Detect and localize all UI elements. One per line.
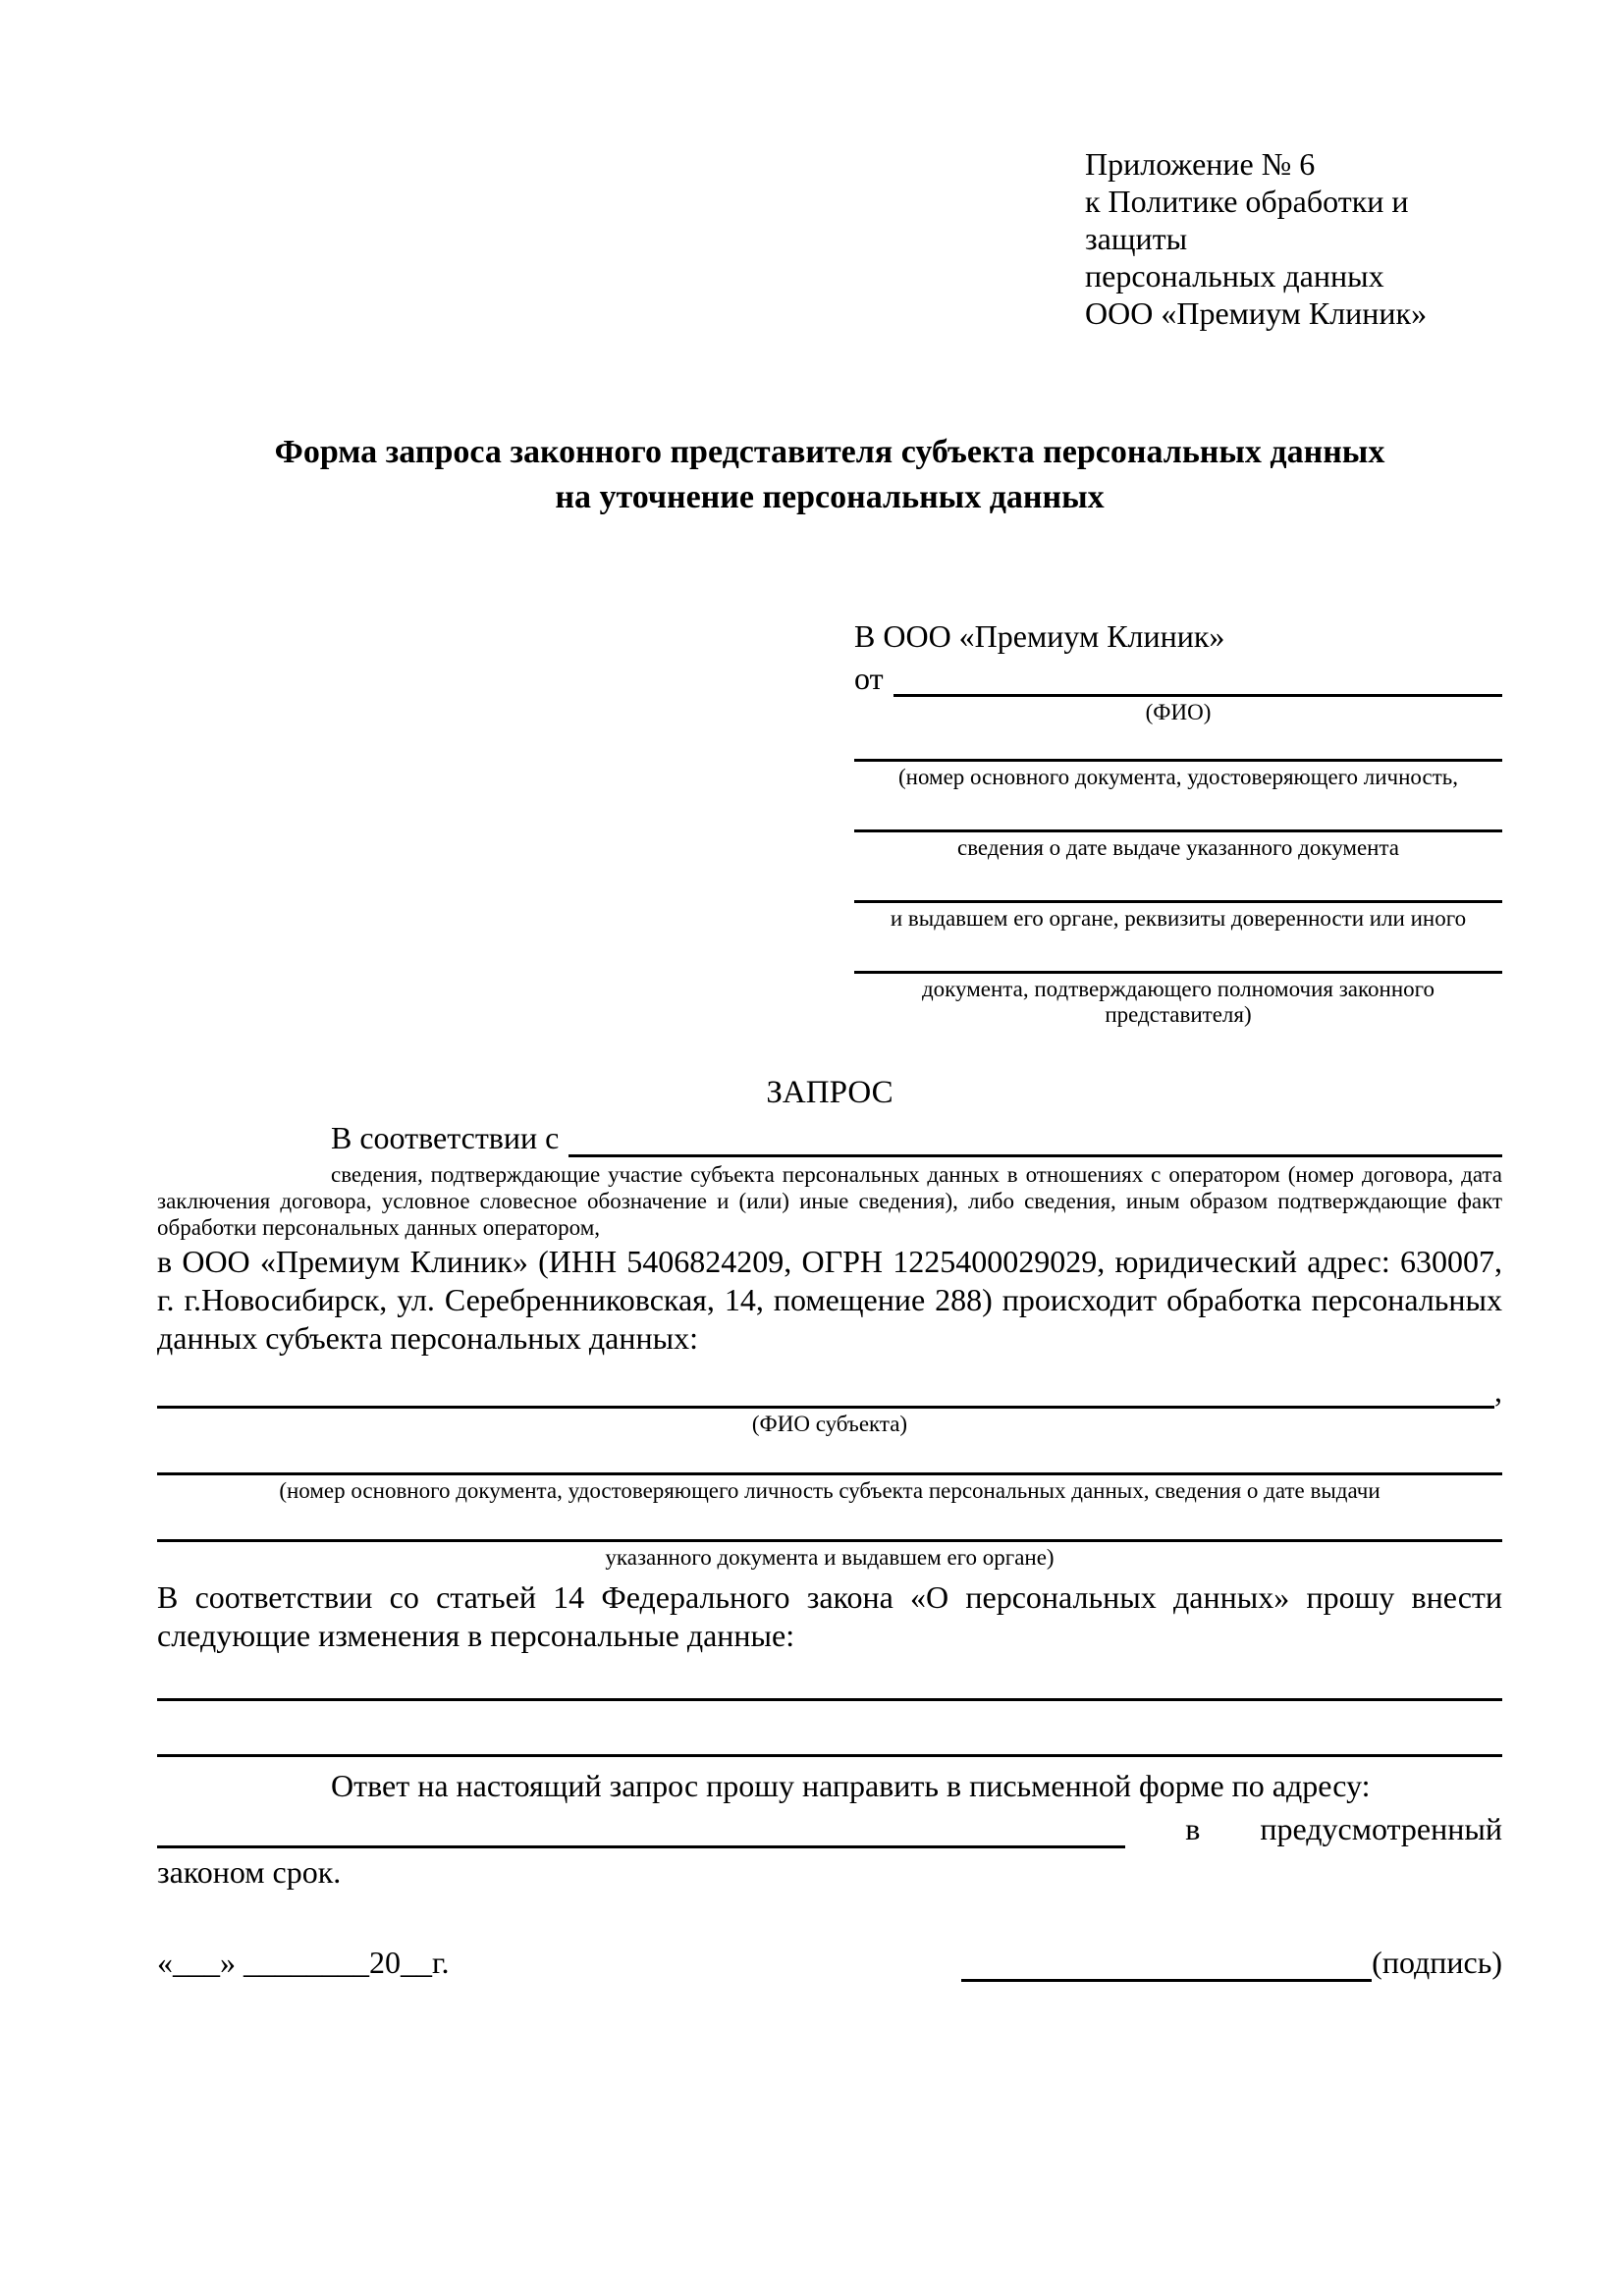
blank-line-changes-2 — [157, 1701, 1502, 1757]
trailing-comma: , — [1494, 1373, 1502, 1409]
annex-note-line: к Политике обработки и защиты — [1085, 184, 1409, 256]
reply-end-word: предусмотренный — [1260, 1811, 1502, 1846]
annex-note-line: ООО «Премиум Клиник» — [1085, 295, 1428, 331]
signature-group — [961, 1943, 1502, 1982]
blank-line-document-issue-date — [854, 790, 1502, 832]
addressee-organization: В ООО «Премиум Клиник» — [854, 618, 1225, 654]
blank-line-representative-fio — [893, 694, 1502, 697]
reply-mid-word: в — [1185, 1811, 1201, 1846]
from-label: от — [854, 661, 884, 696]
form-title-line1: Форма запроса законного представителя субъекта персональных данных — [274, 434, 1385, 470]
form-title-line2: на уточнение персональных данных — [555, 479, 1105, 515]
addressee-block — [854, 616, 1502, 1028]
footer-row — [157, 1943, 1502, 1982]
subject-document-hint1: (номер основного документа, удостоверяющего личность субъекта персональных данных, сведения о дате выдачи — [279, 1478, 1380, 1503]
subject-fio-row — [157, 1373, 1502, 1409]
blank-line-issuing-authority — [854, 861, 1502, 903]
from-row — [854, 658, 1502, 697]
annex-note-line: Приложение № 6 — [1085, 146, 1316, 182]
operator-paragraph: в ООО «Премиум Клиник» (ИНН 5406824209, ОГРН 1225400029029, юридический адрес: 630007, г. г.Новосибирск, ул. Серебренниковская, 14, помещение 288) происходит обработка персональных данных субъекта персональных данных: — [157, 1244, 1502, 1356]
signature-hint: (подпись) — [1372, 1945, 1502, 1980]
reply-address-row — [157, 1805, 1502, 1848]
blank-line-signature — [961, 1946, 1372, 1982]
document-issue-date-hint: сведения о дате выдаче указанного документа — [956, 835, 1400, 860]
blank-line-reply-address — [157, 1845, 1125, 1848]
fio-hint: (ФИО) — [1145, 700, 1212, 724]
blank-line-subject-document — [157, 1437, 1502, 1475]
document-number-hint: (номер основного документа, удостоверяющего личность, — [897, 765, 1458, 789]
reply-paragraph: Ответ на настоящий запрос прошу направить в письменной форме по адресу: — [331, 1768, 1371, 1803]
form-title — [157, 430, 1502, 520]
blank-line-changes-1 — [157, 1655, 1502, 1701]
blank-line-relation-details — [568, 1154, 1502, 1157]
intro-prefix: В соответствии с — [331, 1120, 560, 1155]
blank-line-subject-fio — [157, 1406, 1494, 1409]
reply-tail: законом срок. — [157, 1854, 342, 1890]
annex-note-line: персональных данных — [1085, 258, 1384, 294]
intro-footnote: сведения, подтверждающие участие субъекта персональных данных в отношениях с оператором (номер договора, дата заключения договора, условное словесное обозначение и (или) иные сведения), либо сведения, иным образом подтверждающие факт обработки персональных данных оператором, — [157, 1162, 1502, 1240]
intro-row — [157, 1118, 1502, 1157]
subject-document-hint2: указанного документа и выдавшем его органе) — [605, 1545, 1055, 1570]
issuing-authority-hint: и выдавшем его органе, реквизиты доверенности или иного — [890, 906, 1467, 931]
blank-line-subject-document-issue — [157, 1504, 1502, 1542]
authority-document-hint: документа, подтверждающего полномочия законного представителя) — [921, 977, 1435, 1027]
document-content — [157, 145, 1502, 1982]
request-heading: ЗАПРОС — [766, 1075, 893, 1110]
annex-note — [1085, 145, 1502, 332]
subject-fio-hint: (ФИО субъекта) — [751, 1412, 908, 1436]
amendment-paragraph: В соответствии со статьей 14 Федерального закона «О персональных данных» прошу внести следующие изменения в персональные данные: — [157, 1579, 1502, 1653]
blank-line-document-number — [854, 725, 1502, 762]
date-blank: «___» ________20__г. — [157, 1945, 450, 1980]
blank-line-authority-document — [854, 932, 1502, 974]
